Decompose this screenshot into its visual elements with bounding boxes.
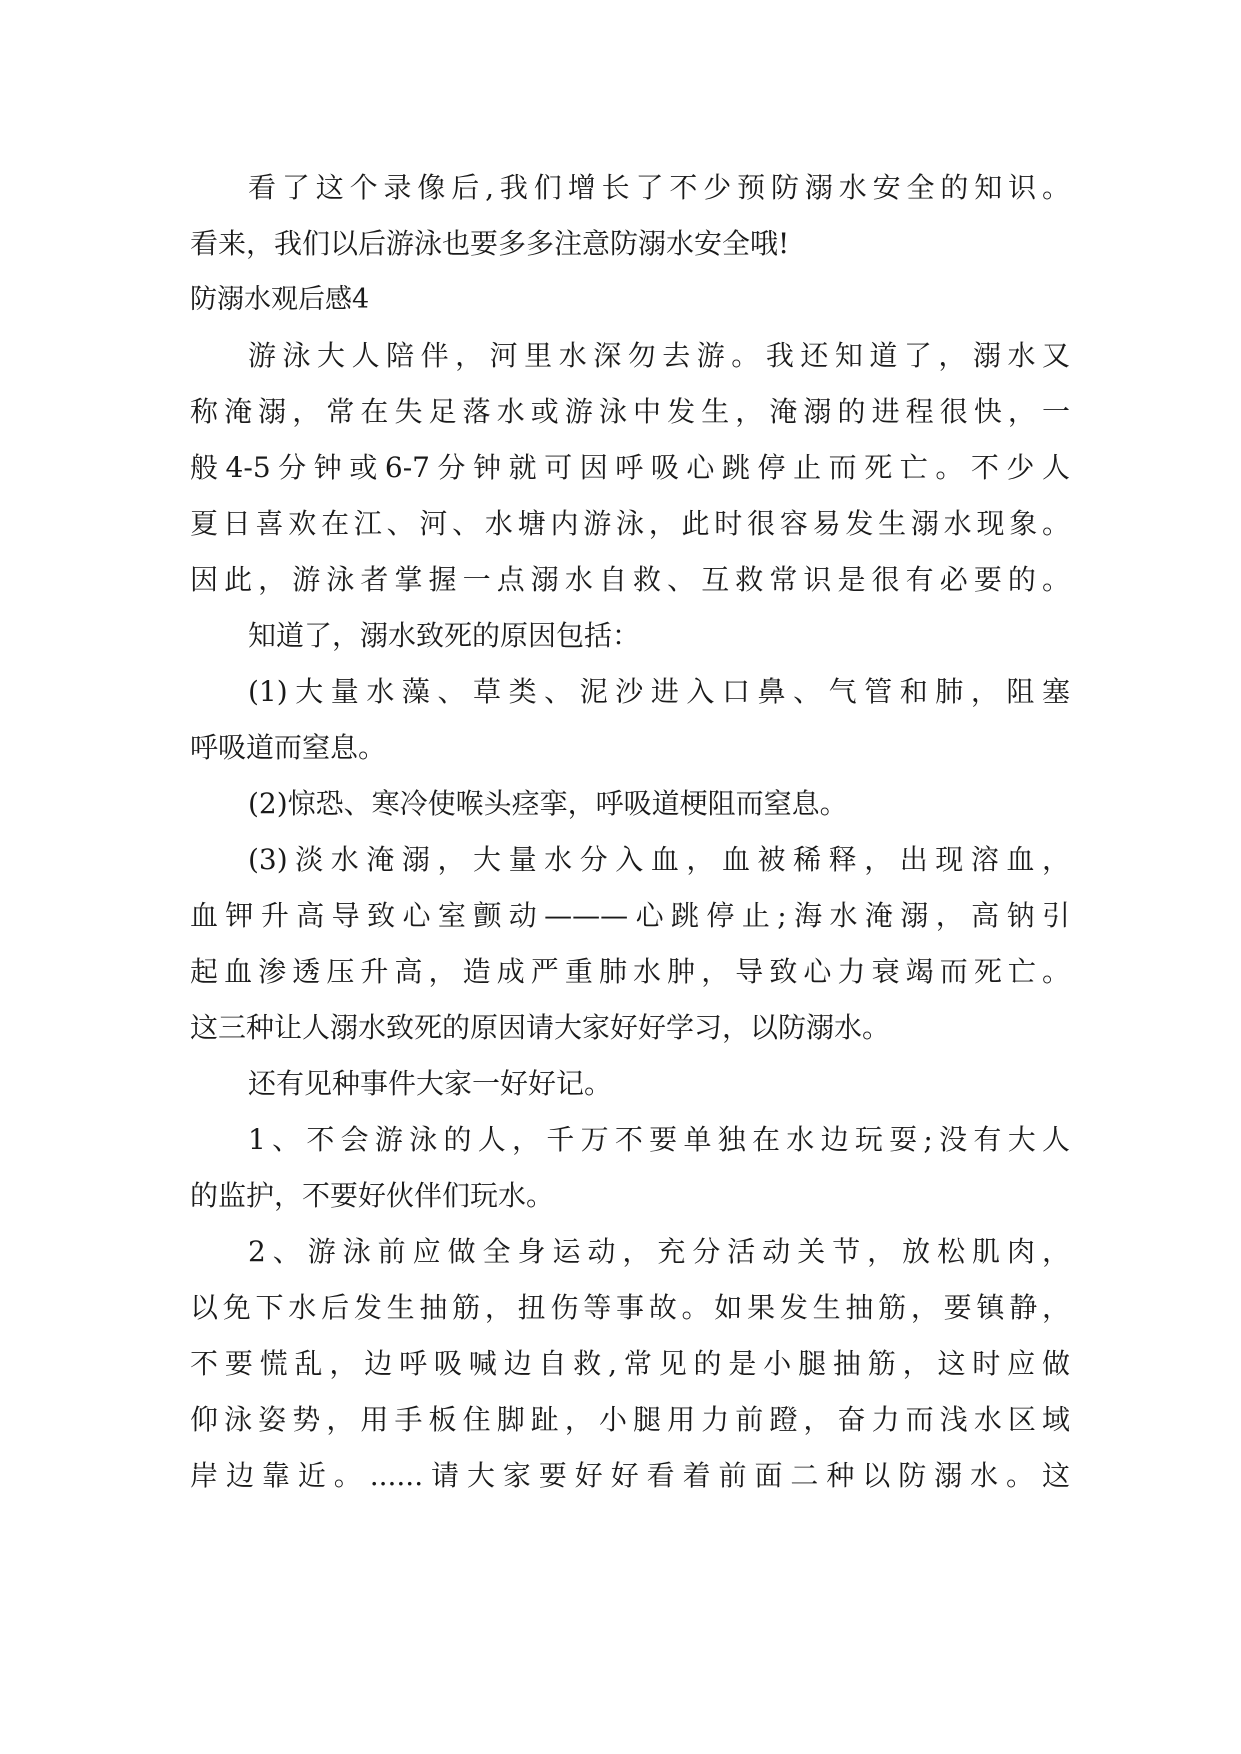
paragraph-1 bbox=[190, 160, 1070, 272]
text-line: 以免下水后发生抽筋，扭伤等事故。如果发生抽筋，要镇静， bbox=[190, 1291, 1070, 1324]
text-line: (1)大量水藻、草类、泥沙进入口鼻、气管和肺，阻塞 bbox=[248, 675, 1070, 708]
text-line: 夏日喜欢在江、河、水塘内游泳，此时很容易发生溺水现象。 bbox=[190, 507, 1070, 540]
text-line: (2)惊恐、寒冷使喉头痉挛，呼吸道梗阻而窒息。 bbox=[248, 787, 848, 820]
text-line: 游泳大人陪伴，河里水深勿去游。我还知道了，溺水又 bbox=[248, 339, 1070, 372]
text-line: 的监护，不要好伙伴们玩水。 bbox=[190, 1179, 555, 1212]
text-line: 看来，我们以后游泳也要多多注意防溺水安全哦! bbox=[190, 227, 790, 260]
text-line: 看了这个录像后,我们增长了不少预防溺水安全的知识。 bbox=[248, 171, 1070, 204]
paragraph-2 bbox=[190, 328, 1070, 608]
text-line: 岸边靠近。......请大家要好好看着前面二种以防溺水。这 bbox=[190, 1459, 1070, 1492]
text-line: 称淹溺，常在失足落水或游泳中发生，淹溺的进程很快，一 bbox=[190, 395, 1070, 428]
text-line: 血钾升高导致心室颤动———心跳停止;海水淹溺，高钠引 bbox=[190, 899, 1070, 932]
paragraph-8 bbox=[190, 1112, 1070, 1224]
paragraph-7 bbox=[190, 1056, 1070, 1112]
text-line: 知道了，溺水致死的原因包括： bbox=[248, 619, 641, 652]
text-line: 1、不会游泳的人，千万不要单独在水边玩耍;没有大人 bbox=[248, 1123, 1070, 1156]
text-line: 不要慌乱，边呼吸喊边自救,常见的是小腿抽筋，这时应做 bbox=[190, 1347, 1070, 1380]
text-line: 呼吸道而窒息。 bbox=[190, 731, 387, 764]
paragraph-3 bbox=[190, 608, 1070, 664]
text-line: 般4-5分钟或6-7分钟就可因呼吸心跳停止而死亡。不少人 bbox=[190, 451, 1070, 484]
text-line: 2、游泳前应做全身运动，充分活动关节，放松肌肉， bbox=[248, 1235, 1070, 1268]
text-line: 仰泳姿势，用手板住脚趾，小腿用力前蹬，奋力而浅水区域 bbox=[190, 1403, 1070, 1436]
text-line: 这三种让人溺水致死的原因请大家好好学习，以防溺水。 bbox=[190, 1011, 891, 1044]
paragraph-4 bbox=[190, 664, 1070, 776]
text-line: (3)淡水淹溺，大量水分入血，血被稀释，出现溶血， bbox=[248, 843, 1070, 876]
text-line: 起血渗透压升高，造成严重肺水肿，导致心力衰竭而死亡。 bbox=[190, 955, 1070, 988]
text-line: 还有见种事件大家一好好记。 bbox=[248, 1067, 613, 1100]
paragraph-6 bbox=[190, 832, 1070, 1056]
text-line: 因此，游泳者掌握一点溺水自救、互救常识是很有必要的。 bbox=[190, 563, 1070, 596]
document-body bbox=[190, 160, 1070, 1504]
paragraph-9 bbox=[190, 1224, 1070, 1504]
section-title: 防溺水观后感4 bbox=[190, 284, 370, 315]
paragraph-5 bbox=[190, 776, 1070, 832]
